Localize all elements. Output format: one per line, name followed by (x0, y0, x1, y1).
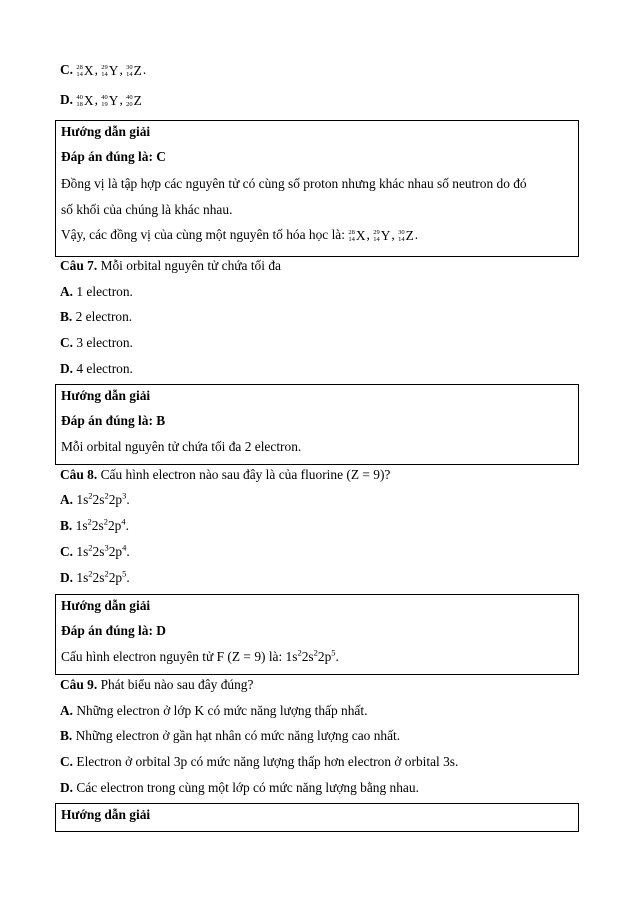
solution-box-3 (55, 594, 579, 675)
q9-option-a: A. Những electron ở lớp K có mức năng lượng thấp nhất. (60, 703, 368, 718)
solution-text: Cấu hình electron nguyên tử F (Z = 9) là: $1s^22s^22p^5$. (61, 647, 339, 664)
solution-answer: Đáp án đúng là: C (61, 149, 166, 164)
isotope: 40 18 X (76, 93, 94, 109)
solution-text: Đồng vị là tập hợp các nguyên tử có cùng số proton nhưng khác nhau số neutron do đó (61, 176, 527, 191)
q8-option-c: C. $1s^22s^32p^4$. (60, 542, 130, 559)
q9-option-d: D. Các electron trong cùng một lớp có mức năng lượng bằng nhau. (60, 780, 419, 795)
question-8: Câu 8. Cấu hình electron nào sau đây là của fluorine (Z = 9)? (60, 467, 391, 482)
solution-box-2 (55, 384, 579, 465)
q9-option-c: C. Electron ở orbital 3p có mức năng lượng thấp hơn electron ở orbital 3s. (60, 754, 459, 769)
isotope: 28 14 X (76, 63, 94, 79)
question-9: Câu 9. Phát biểu nào sau đây đúng? (60, 677, 254, 692)
solution-text: Vậy, các đồng vị của cùng một nguyên tố hóa học là: 28 14 X, 29 14 Y, 30 14 Z. (61, 227, 419, 244)
solution-title: Hướng dẫn giải (61, 598, 151, 613)
q9-option-b: B. Những electron ở gần hạt nhân có mức năng lượng cao nhất. (60, 728, 401, 743)
solution-box-4 (55, 803, 579, 832)
solution-answer: Đáp án đúng là: D (61, 623, 166, 638)
isotope: 30 14 Z (126, 63, 142, 79)
solution-title: Hướng dẫn giải (61, 807, 151, 822)
q8-option-a: A. $1s^22s^22p^3$. (60, 490, 130, 507)
isotope: 30 14 Z (398, 228, 414, 244)
q7-option-c: C. 3 electron. (60, 335, 133, 350)
isotope: 40 19 Y (101, 93, 119, 109)
prev-option-c: C. 28 14 X, 29 14 Y, 30 14 Z. (60, 62, 147, 79)
isotope: 40 20 Z (126, 93, 142, 109)
solution-text: Mỗi orbital nguyên tử chứa tối đa 2 electron. (61, 439, 302, 454)
prev-option-d: D. 40 18 X, 40 19 Y, 40 20 Z (60, 92, 142, 109)
question-7: Câu 7. Mỗi orbital nguyên tử chứa tối đa (60, 258, 281, 273)
isotope: 29 14 Y (373, 228, 391, 244)
solution-box-1 (55, 120, 579, 257)
solution-text: số khối của chúng là khác nhau. (61, 202, 233, 217)
q7-option-d: D. 4 electron. (60, 361, 133, 376)
q7-option-a: A. 1 electron. (60, 284, 133, 299)
isotope: 29 14 Y (101, 63, 119, 79)
q7-option-b: B. 2 electron. (60, 309, 133, 324)
solution-answer: Đáp án đúng là: B (61, 413, 166, 428)
q8-option-b: B. $1s^22s^22p^4$. (60, 516, 129, 533)
q8-option-d: D. $1s^22s^22p^5$. (60, 568, 130, 585)
solution-title: Hướng dẫn giải (61, 388, 151, 403)
solution-title: Hướng dẫn giải (61, 124, 151, 139)
isotope: 28 14 X (348, 228, 366, 244)
